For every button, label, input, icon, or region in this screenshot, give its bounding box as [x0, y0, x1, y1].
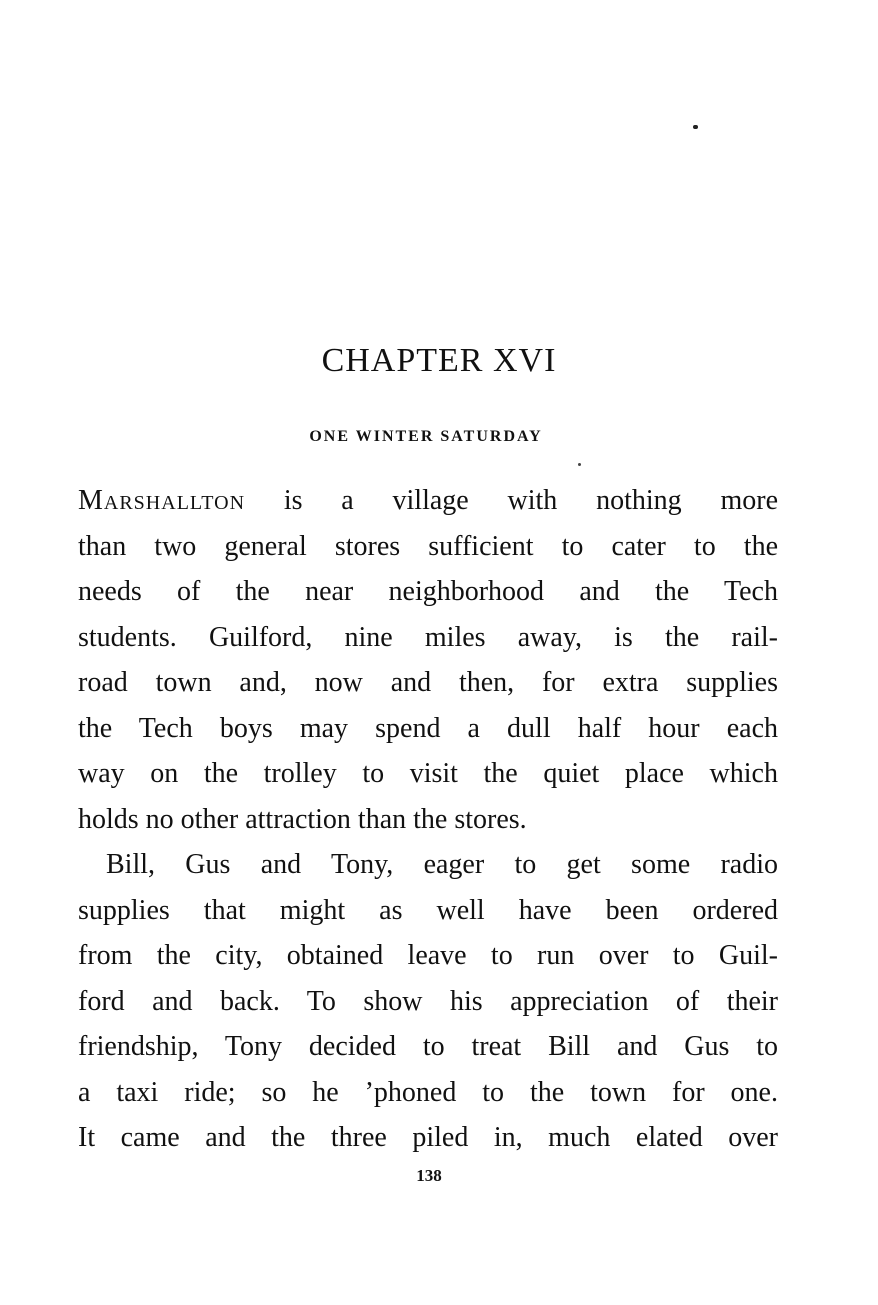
- text-line: a taxi ride; so he ’phoned to the town for one.: [78, 1076, 778, 1108]
- body-text: [78, 478, 778, 1161]
- text-line: road town and, now and then, for extra supplies: [78, 667, 778, 698]
- chapter-subtitle: ONE WINTER SATURDAY: [309, 428, 543, 445]
- paragraph-1: [78, 478, 778, 842]
- text-line: friendship, Tony decided to treat Bill and Gus to: [78, 1031, 778, 1062]
- text-line: students. Guilford, nine miles away, is the rail-: [78, 621, 778, 653]
- text-line-rest: is a village with nothing more: [245, 485, 778, 516]
- text-line: needs of the near neighborhood and the Tech: [78, 576, 778, 607]
- lead-word: Marshallton: [78, 485, 246, 516]
- chapter-title: CHAPTER XVI: [321, 342, 557, 379]
- text-line: ford and back. To show his appreciation of their: [78, 985, 778, 1017]
- text-line: way on the trolley to visit the quiet place which: [78, 758, 778, 789]
- print-speck: [693, 125, 698, 129]
- text-line: [78, 478, 778, 524]
- print-speck: [578, 463, 581, 466]
- text-line: supplies that might as well have been ordered: [78, 894, 778, 926]
- text-line: It came and the three piled in, much elated over: [78, 1122, 778, 1153]
- text-line: from the city, obtained leave to run over to Guil-: [78, 940, 778, 971]
- text-line: holds no other attraction than the stores.: [78, 803, 527, 835]
- text-line: than two general stores sufficient to cater to the: [78, 530, 778, 562]
- text-line: Bill, Gus and Tony, eager to get some radio: [106, 849, 778, 880]
- text-line: the Tech boys may spend a dull half hour each: [78, 712, 778, 744]
- paragraph-2: [78, 842, 778, 1161]
- page-number: 138: [416, 1166, 442, 1185]
